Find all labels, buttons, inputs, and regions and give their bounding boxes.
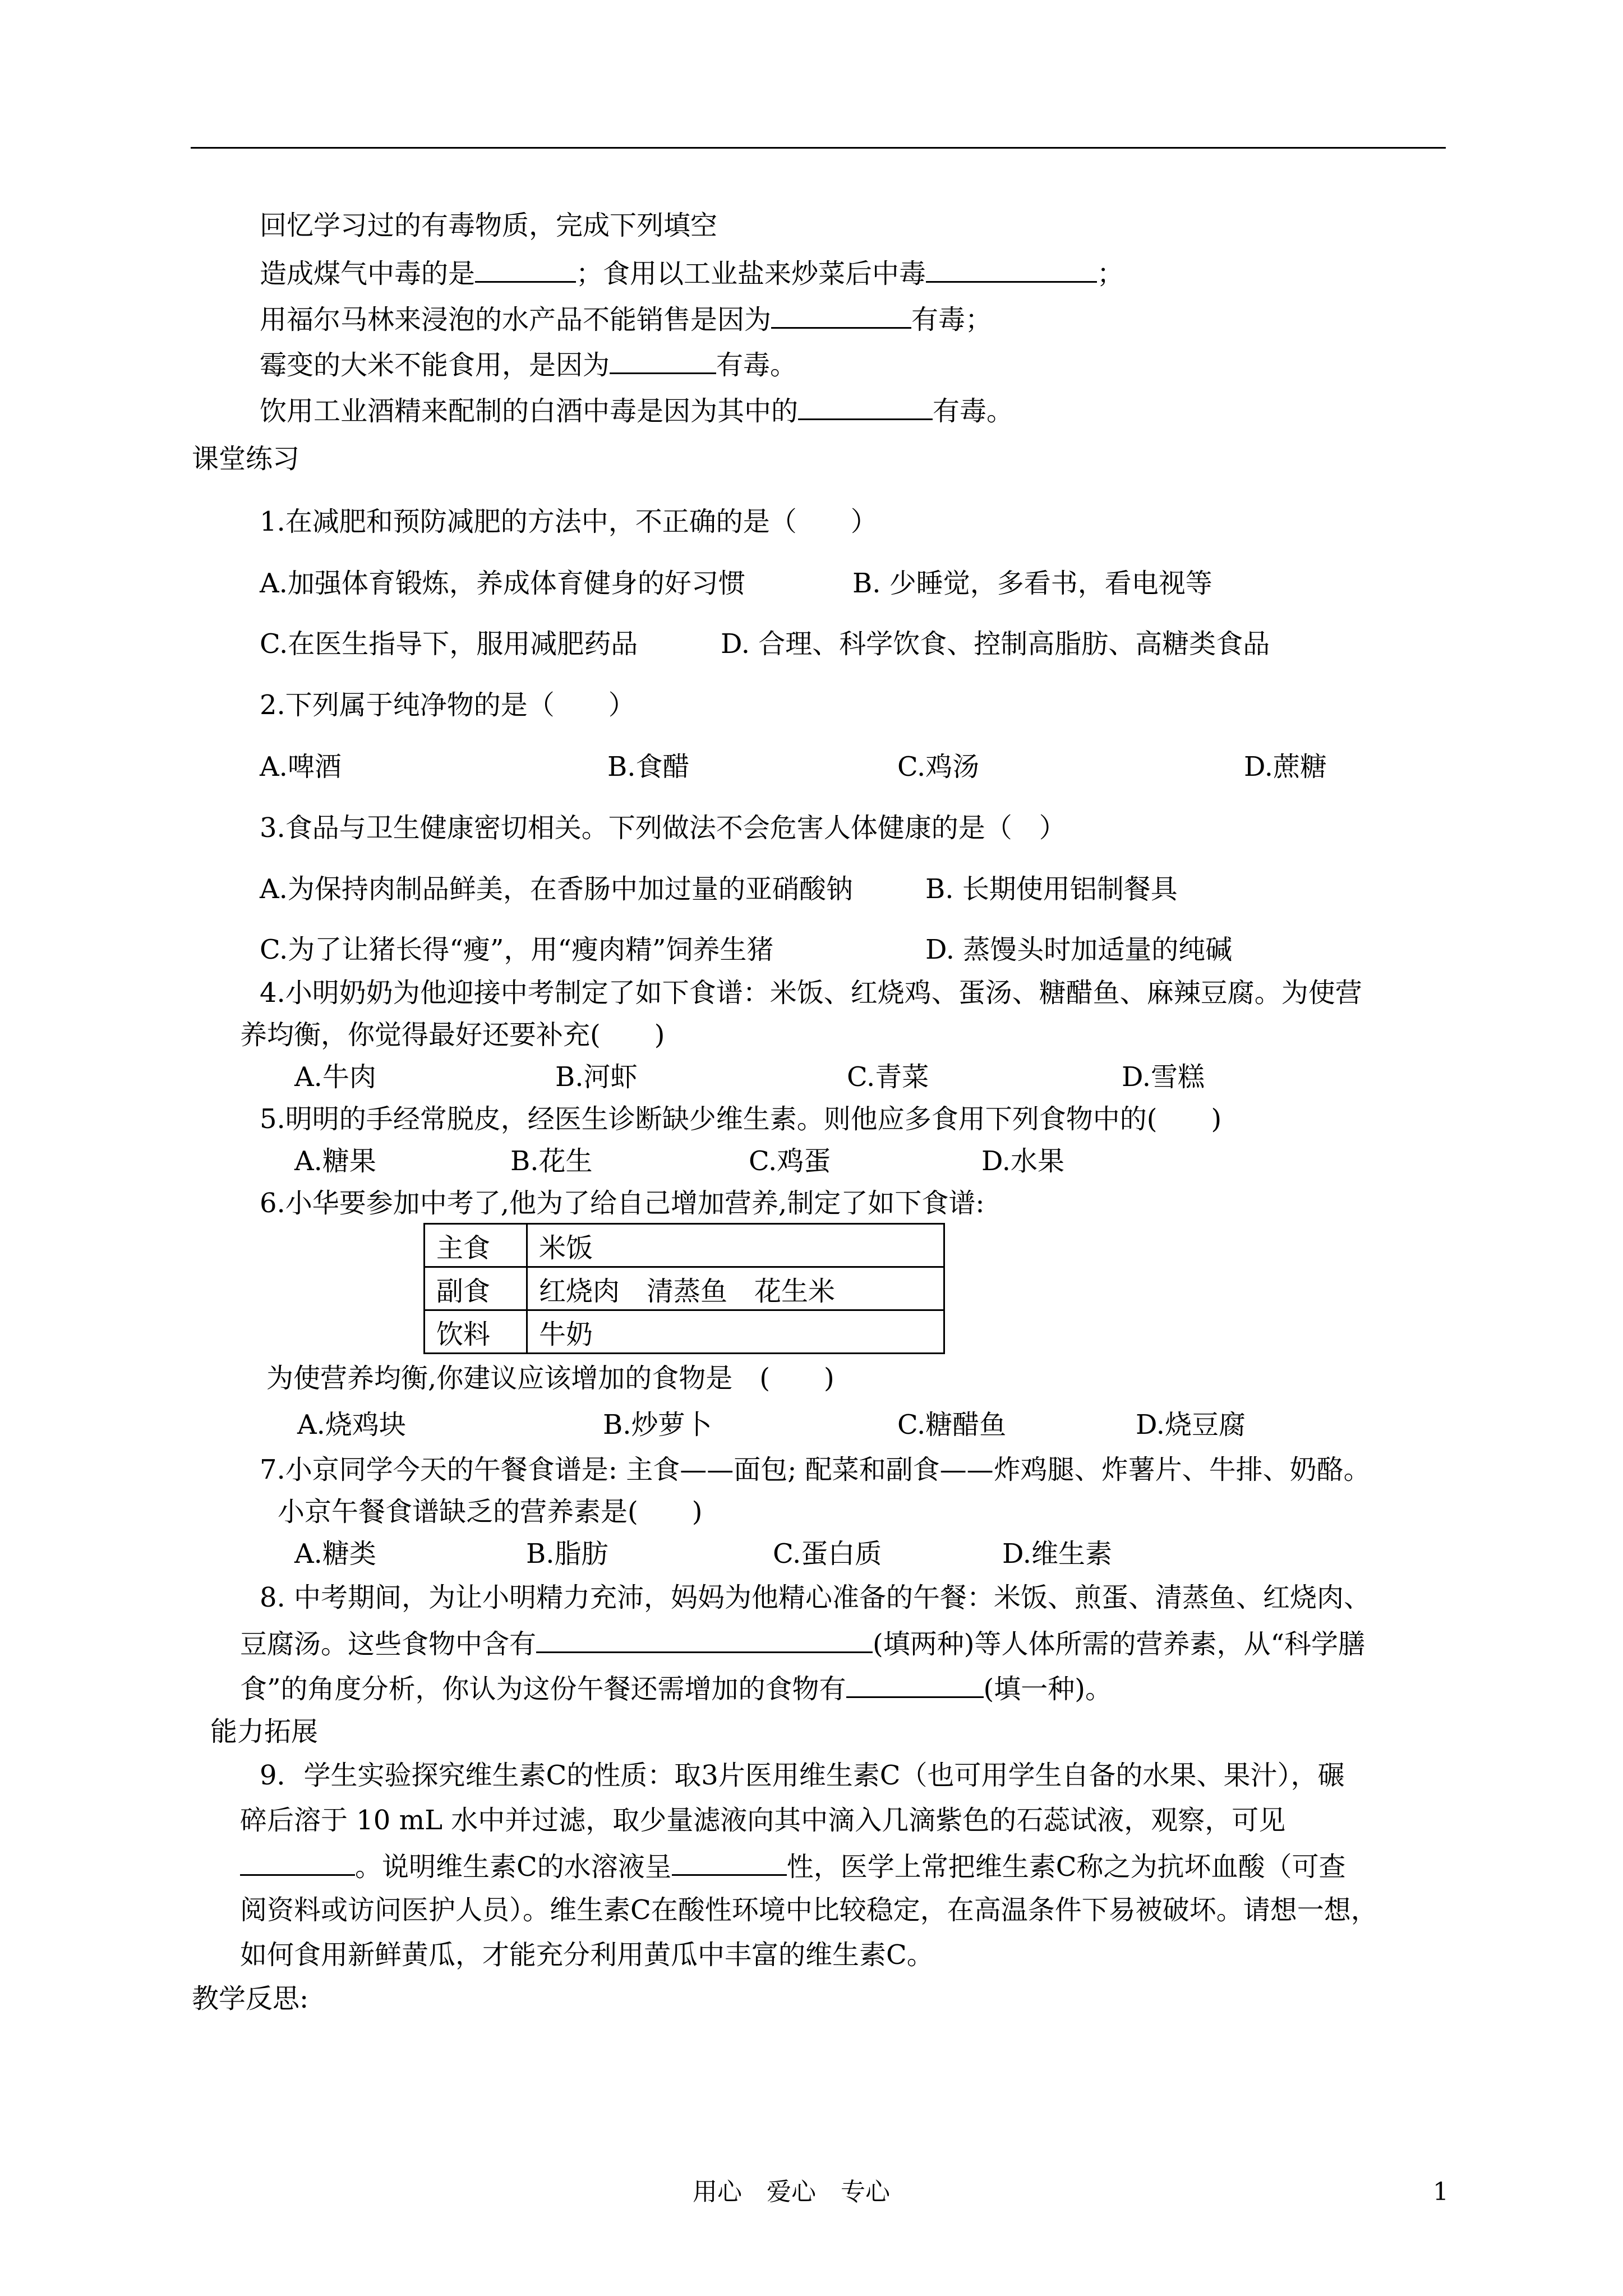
- table-cell: 饮料: [425, 1310, 527, 1354]
- menu-table: [423, 1223, 945, 1354]
- question-6-ask: 为使营养均衡,你建议应该增加的食物是 ( ): [266, 1363, 834, 1394]
- table-cell: 米饭: [527, 1224, 944, 1267]
- question-2-stem: 2.下列属于纯净物的是（ ）: [260, 689, 635, 721]
- question-3-option-b[interactable]: B. 长期使用铝制餐具: [925, 873, 1178, 905]
- question-9-line1: 9．学生实验探究维生素C的性质：取3片医用维生素C（也可用学生自备的水果、果汁），碾: [260, 1760, 1345, 1791]
- question-4-option-a[interactable]: A.牛肉: [294, 1061, 376, 1093]
- question-4-option-c[interactable]: C.青菜: [847, 1061, 929, 1093]
- table-cell: 主食: [425, 1224, 527, 1267]
- answer-blank[interactable]: [798, 393, 933, 420]
- question-9-line5: 如何食用新鲜黄瓜，才能充分利用黄瓜中丰富的维生素C。: [240, 1939, 934, 1971]
- answer-blank[interactable]: [475, 255, 576, 283]
- question-1-option-a[interactable]: A.加强体育锻炼，养成体育健身的好习惯: [260, 568, 745, 599]
- question-5-option-a[interactable]: A.糖果: [294, 1145, 376, 1177]
- question-4-stem-line1: 4.小明奶奶为他迎接中考制定了如下食谱：米饭、红烧鸡、蛋汤、糖醋鱼、麻辣豆腐。为使营: [260, 977, 1362, 1009]
- question-9-line2: 碎后溶于 10 mL 水中并过滤，取少量滤液向其中滴入几滴紫色的石蕊试液，观察，可见: [240, 1805, 1286, 1836]
- question-3-option-a[interactable]: A.为保持肉制品鲜美，在香肠中加过量的亚硝酸钠: [260, 873, 853, 905]
- question-7-option-b[interactable]: B.脂肪: [526, 1538, 608, 1570]
- intro-title: 回忆学习过的有毒物质，完成下列填空: [260, 210, 718, 241]
- answer-blank[interactable]: [240, 1848, 355, 1876]
- intro-question-1: 造成煤气中毒的是 ；食用以工业盐来炒菜后中毒 ；: [260, 255, 1124, 291]
- table-row: [425, 1267, 944, 1310]
- question-2-option-b[interactable]: B.食醋: [607, 751, 690, 783]
- question-2-option-d[interactable]: D.蔗糖: [1244, 751, 1327, 783]
- header-rule: [191, 147, 1446, 149]
- question-6-stem: 6.小华要参加中考了,他为了给自己增加营养,制定了如下食谱:: [260, 1188, 985, 1219]
- question-3-option-c[interactable]: C.为了让猪长得“瘦”，用“瘦肉精”饲养生猪: [260, 934, 774, 965]
- question-7-stem-line2: 小京午餐食谱缺乏的营养素是( ): [278, 1496, 703, 1527]
- question-6-option-a[interactable]: A.烧鸡块: [297, 1409, 406, 1441]
- question-6-option-d[interactable]: D.烧豆腐: [1136, 1409, 1246, 1441]
- question-5-option-d[interactable]: D.水果: [981, 1145, 1065, 1177]
- table-row: [425, 1310, 944, 1354]
- question-5-option-c[interactable]: C.鸡蛋: [749, 1145, 831, 1177]
- question-7-option-d[interactable]: D.维生素: [1002, 1538, 1113, 1570]
- question-5-option-b[interactable]: B.花生: [510, 1145, 593, 1177]
- answer-blank[interactable]: [536, 1626, 873, 1653]
- question-9-line3: 。说明维生素C的水溶液呈 性，医学上常把维生素C称之为抗坏血酸（可查: [240, 1848, 1345, 1884]
- question-7-option-a[interactable]: A.糖类: [294, 1538, 376, 1570]
- question-8-line1: 8. 中考期间，为让小明精力充沛，妈妈为他精心准备的午餐：米饭、煎蛋、清蒸鱼、红烧肉、: [260, 1582, 1371, 1613]
- question-8-line3: 食”的角度分析，你认为这份午餐还需增加的食物有 (填一种)。: [240, 1671, 1112, 1706]
- question-5-stem: 5.明明的手经常脱皮，经医生诊断缺少维生素。则他应多食用下列食物中的( ): [260, 1103, 1222, 1135]
- question-1-option-c[interactable]: C.在医生指导下，服用减肥药品: [260, 628, 638, 660]
- table-cell: 牛奶: [527, 1310, 944, 1354]
- answer-blank[interactable]: [926, 255, 1097, 283]
- question-2-option-c[interactable]: C.鸡汤: [897, 751, 980, 783]
- question-3-option-d[interactable]: D. 蒸馒头时加适量的纯碱: [925, 934, 1233, 965]
- table-row: [425, 1224, 944, 1267]
- question-8-line2: 豆腐汤。这些食物中含有 (填两种)等人体所需的营养素，从“科学膳: [240, 1626, 1365, 1661]
- footer-motto: 用心 爱心 专心: [693, 2178, 890, 2206]
- question-6-option-b[interactable]: B.炒萝卜: [603, 1409, 712, 1441]
- answer-blank[interactable]: [846, 1671, 984, 1698]
- section-heading-extension: 能力拓展: [210, 1716, 319, 1747]
- answer-blank[interactable]: [672, 1848, 787, 1876]
- question-1-option-d[interactable]: D. 合理、科学饮食、控制高脂肪、高糖类食品: [721, 628, 1270, 660]
- table-cell: 副食: [425, 1267, 527, 1310]
- question-4-stem-line2: 养均衡，你觉得最好还要补充( ): [240, 1019, 665, 1051]
- question-2-option-a[interactable]: A.啤酒: [260, 751, 342, 783]
- intro-question-2: 用福尔马林来浸泡的水产品不能销售是因为 有毒；: [260, 301, 992, 337]
- answer-blank[interactable]: [610, 347, 716, 374]
- question-7-option-c[interactable]: C.蛋白质: [773, 1538, 882, 1570]
- question-4-option-b[interactable]: B.河虾: [555, 1061, 638, 1093]
- question-9-line4: 阅资料或访问医护人员）。维生素C在酸性环境中比较稳定，在高温条件下易被破坏。请想一想，: [240, 1894, 1378, 1926]
- teaching-reflection-label: 教学反思:: [192, 1983, 309, 2014]
- question-6-option-c[interactable]: C.糖醋鱼: [897, 1409, 1007, 1441]
- question-1-option-b[interactable]: B. 少睡觉，多看书，看电视等: [852, 568, 1212, 599]
- section-heading-practice: 课堂练习: [192, 443, 300, 475]
- question-4-option-d[interactable]: D.雪糕: [1122, 1061, 1205, 1093]
- intro-question-4: 饮用工业酒精来配制的白酒中毒是因为其中的 有毒。: [260, 393, 1013, 428]
- question-7-stem-line1: 7.小京同学今天的午餐食谱是: 主食——面包; 配菜和副食——炸鸡腿、炸薯片、牛排、奶酪。: [260, 1454, 1371, 1485]
- question-3-stem: 3.食品与卫生健康密切相关。下列做法不会危害人体健康的是（ ）: [260, 812, 1066, 844]
- question-1-stem: 1.在减肥和预防减肥的方法中，不正确的是（ ）: [260, 506, 878, 537]
- answer-blank[interactable]: [771, 301, 911, 329]
- table-cell: 红烧肉 清蒸鱼 花生米: [527, 1267, 944, 1310]
- page-number: 1: [1433, 2178, 1449, 2206]
- intro-question-3: 霉变的大米不能食用，是因为 有毒。: [260, 347, 797, 382]
